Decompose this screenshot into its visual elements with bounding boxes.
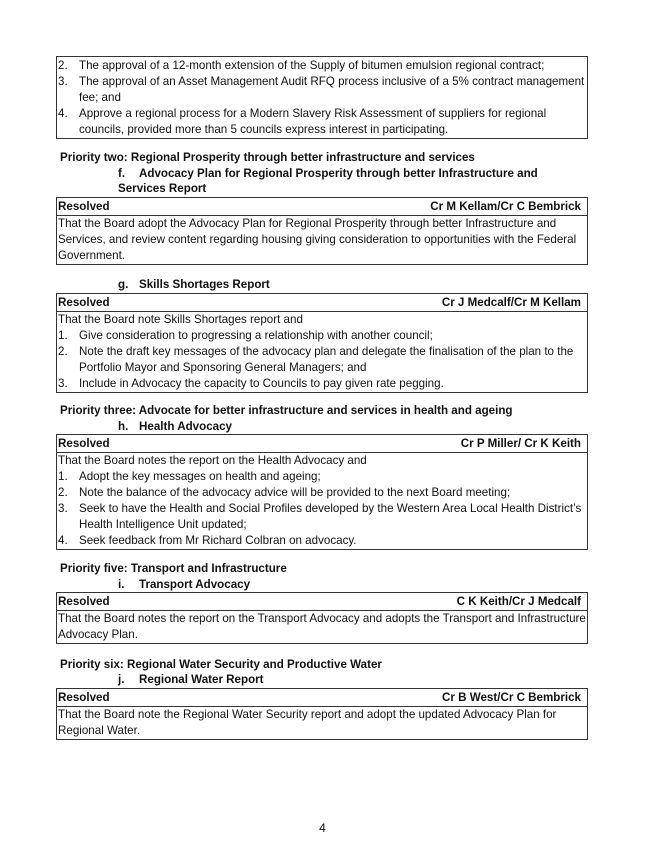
movers: C K Keith/Cr J Medcalf <box>456 595 581 608</box>
resolution-box-i <box>56 592 588 644</box>
movers: Cr J Medcalf/Cr M Kellam <box>441 296 581 309</box>
priority-two-heading: Priority two: Regional Prosperity through better infrastructure and services <box>60 151 475 164</box>
item-f-heading: f. Advocacy Plan for Regional Prosperity through better Infrastructure and Services Report <box>118 167 538 195</box>
list-item: 1. Adopt the key messages on health and ageing; <box>58 470 321 483</box>
resolution-box-h <box>56 434 588 550</box>
list-item: 3. The approval of an Asset Management Audit RFQ process inclusive of a 5% contract management fee; and <box>58 75 585 104</box>
resolution-intro: That the Board note Skills Shortages report and <box>58 313 303 326</box>
priority-five-heading: Priority five: Transport and Infrastructure <box>60 562 287 575</box>
resolution-header: Resolved Cr P Miller/ Cr K Keith <box>57 435 587 453</box>
movers: Cr M Kellam/Cr C Bembrick <box>430 200 581 213</box>
item-g-heading: g. Skills Shortages Report <box>118 278 270 291</box>
resolution-text: That the Board adopt the Advocacy Plan for Regional Prosperity through better Infrastructure and Services, and review content regarding housing giving consideration to opportunities with the Federal Government. <box>58 217 577 262</box>
list-item: 3. Seek to have the Health and Social Profiles developed by the Western Area Local Health District’s Health Intelligence Unit updated; <box>58 502 582 531</box>
list-item: 2. Note the draft key messages of the advocacy plan and delegate the finalisation of the plan to the Portfolio Mayor and Sponsoring General Managers; and <box>58 345 574 374</box>
resolution-intro: That the Board notes the report on the Health Advocacy and <box>58 454 367 467</box>
resolution-header: Resolved Cr B West/Cr C Bembrick <box>57 689 587 707</box>
page-number: 4 <box>319 821 326 835</box>
priority-six-heading: Priority six: Regional Water Security and Productive Water <box>60 658 382 671</box>
item-j-heading: j. Regional Water Report <box>118 673 264 686</box>
priority-three-heading: Priority three: Advocate for better infrastructure and services in health and ageing <box>60 404 513 417</box>
item-i-heading: i. Transport Advocacy <box>118 578 251 591</box>
movers: Cr B West/Cr C Bembrick <box>442 691 581 704</box>
resolution-text: That the Board notes the report on the Transport Advocacy and adopts the Transport and Infrastructure Advocacy Plan. <box>58 612 586 641</box>
resolution-header: Resolved Cr M Kellam/Cr C Bembrick <box>57 198 587 216</box>
resolution-text: That the Board note the Regional Water Security report and adopt the updated Advocacy Plan for Regional Water. <box>58 708 557 737</box>
list-item: 4. Approve a regional process for a Modern Slavery Risk Assessment of suppliers for regional councils, provided more than 5 councils express interest in participating. <box>58 107 547 136</box>
resolution-box-g <box>56 293 588 393</box>
resolution-header: Resolved C K Keith/Cr J Medcalf <box>57 593 587 611</box>
resolution-box-j <box>56 688 588 740</box>
movers: Cr P Miller/ Cr K Keith <box>460 437 581 450</box>
list-item: 2. The approval of a 12-month extension of the Supply of bitumen emulsion regional contract; <box>58 59 545 72</box>
list-item: 2. Note the balance of the advocacy advice will be provided to the next Board meeting; <box>58 486 511 499</box>
resolution-box-f <box>56 197 588 265</box>
item-h-heading: h. Health Advocacy <box>118 420 232 433</box>
list-item: 4. Seek feedback from Mr Richard Colbran on advocacy. <box>58 534 357 547</box>
list-item: 1. Give consideration to progressing a relationship with another council; <box>58 329 433 342</box>
list-item: 3. Include in Advocacy the capacity to Councils to pay given rate pegging. <box>58 377 444 390</box>
resolution-header: Resolved Cr J Medcalf/Cr M Kellam <box>57 294 587 312</box>
continued-resolution-box <box>56 56 588 139</box>
